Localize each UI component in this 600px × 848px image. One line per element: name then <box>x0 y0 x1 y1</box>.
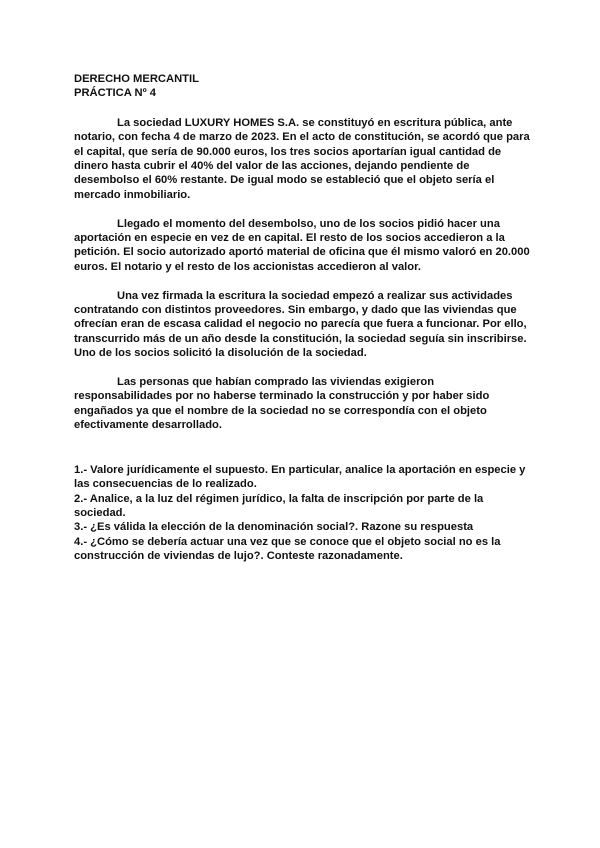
question-2: 2.- Analice, a la luz del régimen jurídico, la falta de inscripción por parte de la sociedad. <box>74 492 484 519</box>
paragraph-2: Llegado el momento del desembolso, uno de los socios pidió hacer una aportación en especie en vez de en capital. El resto de los socios accedieron a la petición. El socio autorizado aportó material de oficina que él mismo valoró en 20.000 euros. El notario y el resto de los accionistas accedieron al valor. <box>74 217 530 273</box>
question-list <box>74 463 532 564</box>
paragraph-3: Una vez firmada la escritura la sociedad empezó a realizar sus actividades contratando con distintos proveedores. Sin embargo, y dado que las viviendas que ofrecían eran de escasa calidad el negocio no parecía que fuera a funcionar. Por ello, transcurrido más de un año desde la constitución, la sociedad seguía sin inscribirse. Uno de los socios solicitó la disolución de la sociedad. <box>74 289 527 360</box>
document-body <box>74 72 532 564</box>
question-3: 3.- ¿Es válida la elección de la denominación social?. Razone su respuesta <box>74 521 474 534</box>
question-4: 4.- ¿Cómo se debería actuar una vez que se conoce que el objeto social no es la construcción de viviendas de lujo?. Conteste razonadamente. <box>74 535 501 563</box>
question-1: 1.- Valore jurídicamente el supuesto. En particular, analice la aportación en especie y las consecuencias de lo realizado. <box>74 463 526 491</box>
paragraph-4: Las personas que habían comprado las viviendas exigieron responsabilidades por no haberse terminado la construcción y por haber sido engañados ya que el nombre de la sociedad no se correspondía con el objeto efectivamente desarrollado. <box>74 376 490 432</box>
document-title: DERECHO MERCANTIL <box>74 73 199 85</box>
paragraph-1: La sociedad LUXURY HOMES S.A. se constituyó en escritura pública, ante notario, con fecha 4 de marzo de 2023. En el acto de constitución, se acordó que para el capital, que sería de 90.000 euros, los tres socios aportarían igual cantidad de dinero hasta cubrir el 40% del valor de las acciones, dejando pendiente de desembolso el 60% restante. De igual modo se estableció que el objeto sería el mercado inmobiliario. <box>74 116 530 201</box>
document-subtitle: PRÁCTICA Nº 4 <box>74 87 156 100</box>
